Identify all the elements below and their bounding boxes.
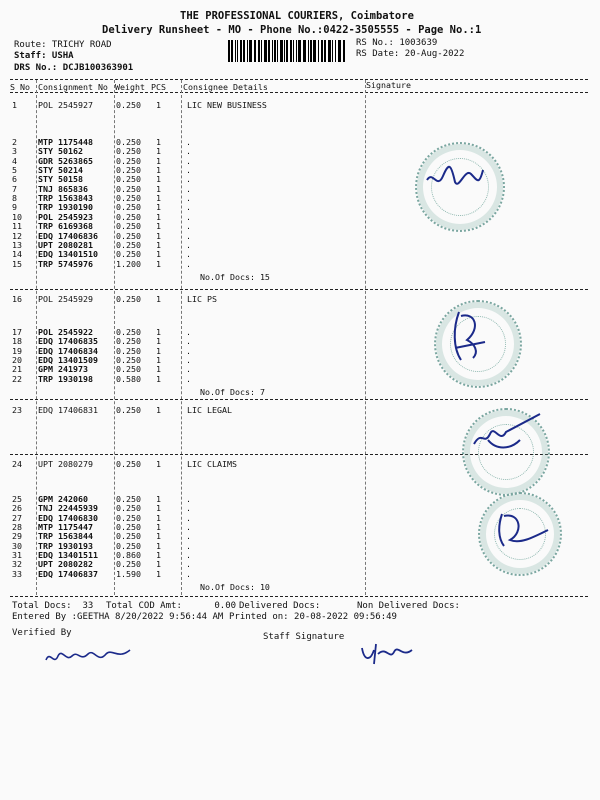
cell-pcs: 1 — [156, 230, 161, 241]
cell-sno: 11 — [12, 221, 22, 232]
cell-sno: 13 — [12, 239, 22, 250]
consignee-name: LIC NEW BUSINESS — [187, 100, 267, 110]
cell-sno: 18 — [12, 336, 22, 347]
barcode-bar — [264, 40, 267, 62]
cell-pcs: 1 — [156, 355, 161, 366]
cell-sno: 22 — [12, 373, 22, 384]
cell-weight: 0.250 — [116, 155, 141, 166]
cell-pcs: 1 — [156, 405, 161, 415]
cell-consignment-no: TRP 6169368 — [38, 221, 93, 232]
cell-pcs: 1 — [156, 345, 161, 356]
cell-consignment-no: STY 50162 — [38, 146, 83, 157]
cell-sno: 2 — [12, 137, 17, 147]
cell-weight: 0.250 — [116, 239, 141, 250]
cell-weight: 0.250 — [116, 193, 141, 204]
cell-sno: 25 — [12, 494, 22, 504]
detail-dot: . — [186, 494, 191, 504]
cell-weight: 0.250 — [116, 230, 141, 241]
barcode-bar — [310, 40, 312, 62]
cell-weight: 0.250 — [116, 503, 141, 514]
cell-weight: 0.250 — [116, 202, 141, 213]
col-consignment: Consignment No — [38, 82, 108, 92]
cell-weight: 0.250 — [116, 249, 141, 260]
barcode-bar — [335, 40, 336, 62]
cell-sno: 15 — [12, 258, 22, 269]
barcode-bar — [280, 40, 283, 62]
barcode-bar — [286, 40, 288, 62]
cell-sno: 3 — [12, 146, 17, 157]
barcode-bar — [324, 40, 326, 62]
cell-weight: 0.250 — [116, 211, 141, 222]
cell-pcs: 1 — [156, 211, 161, 222]
table-row — [0, 294, 600, 304]
barcode-bar — [343, 40, 345, 62]
cell-consignment-no: TRP 5745976 — [38, 258, 93, 269]
cell-consignment-no: GDR 5263865 — [38, 155, 93, 166]
cell-consignment-no: TNJ 22445939 — [38, 503, 98, 514]
barcode-bar — [313, 40, 316, 62]
cell-sno: 9 — [12, 202, 17, 213]
barcode-bar — [249, 40, 252, 62]
detail-dot: . — [186, 568, 191, 579]
rs-number: RS No.: 1003639 — [356, 38, 438, 48]
cell-weight: 0.250 — [116, 512, 141, 523]
cell-pcs: 1 — [156, 183, 161, 194]
staff-signature — [360, 640, 416, 666]
cell-weight: 0.250 — [116, 174, 141, 185]
cell-pcs: 1 — [156, 512, 161, 523]
detail-dot: . — [186, 522, 191, 533]
barcode-bar — [308, 40, 309, 62]
detail-dot: . — [186, 503, 191, 514]
cell-consignment-no: UPT 2080282 — [38, 559, 93, 570]
barcode-image — [228, 40, 346, 62]
col-consignee-details: Consignee Details — [183, 82, 268, 92]
cell-weight: 0.250 — [116, 522, 141, 533]
cell-consignment-no: UPT 2080281 — [38, 239, 93, 250]
signature-4 — [492, 508, 552, 552]
detail-dot: . — [186, 202, 191, 213]
detail-dot: . — [186, 174, 191, 185]
cell-weight: 0.250 — [116, 494, 141, 504]
barcode-bar — [231, 40, 233, 62]
cell-weight: 0.250 — [116, 327, 141, 337]
barcode-bar — [277, 40, 278, 62]
cell-consignment-no: EDQ 17406830 — [38, 512, 98, 523]
cell-weight: 0.250 — [116, 146, 141, 157]
detail-dot: . — [186, 373, 191, 384]
barcode-bar — [258, 40, 260, 62]
cell-sno: 29 — [12, 531, 22, 542]
barcode-bar — [296, 40, 297, 62]
cell-sno: 20 — [12, 355, 22, 366]
cell-pcs: 1 — [156, 327, 161, 337]
cell-weight: 0.250 — [116, 345, 141, 356]
cell-consignment-no: POL 2545923 — [38, 211, 93, 222]
cell-weight: 0.250 — [116, 165, 141, 176]
barcode-bar — [261, 40, 262, 62]
cell-weight: 0.250 — [116, 221, 141, 232]
detail-dot: . — [186, 258, 191, 269]
cell-sno: 17 — [12, 327, 22, 337]
cell-pcs: 1 — [156, 249, 161, 260]
barcode-bar — [268, 40, 270, 62]
barcode-bar — [235, 40, 236, 62]
col-weight: Weight — [115, 82, 145, 92]
detail-dot: . — [186, 183, 191, 194]
detail-dot: . — [186, 155, 191, 166]
barcode-bar — [293, 40, 294, 62]
cell-consignment-no: GPM 242060 — [38, 494, 88, 504]
cell-sno: 23 — [12, 405, 22, 415]
staff-signature-label: Staff Signature — [263, 632, 345, 642]
rs-date: RS Date: 20-Aug-2022 — [356, 49, 465, 59]
non-delivered-docs: Non Delivered Docs: — [357, 601, 460, 611]
barcode-bar — [228, 40, 230, 62]
detail-dot: . — [186, 531, 191, 542]
barcode-bar — [321, 40, 323, 62]
detail-dot: . — [186, 221, 191, 232]
cell-consignment-no: TNJ 865836 — [38, 183, 88, 194]
cell-sno: 28 — [12, 522, 22, 533]
table-row — [0, 100, 600, 110]
cell-consignment-no: TRP 1563843 — [38, 193, 93, 204]
cell-pcs: 1 — [156, 568, 161, 579]
cell-sno: 7 — [12, 183, 17, 194]
detail-dot: . — [186, 137, 191, 147]
detail-dot: . — [186, 336, 191, 347]
detail-dot: . — [186, 540, 191, 551]
detail-dot: . — [186, 559, 191, 570]
drs-number: DRS No.: DCJB100363901 — [14, 63, 134, 73]
cell-pcs: 1 — [156, 202, 161, 213]
detail-dot: . — [186, 211, 191, 222]
cell-consignment-no: MTP 1175447 — [38, 522, 93, 533]
cell-sno: 10 — [12, 211, 22, 222]
cell-consignment-no: STY 50158 — [38, 174, 83, 185]
detail-dot: . — [186, 146, 191, 157]
cell-weight: 0.250 — [116, 459, 141, 469]
cell-weight: 0.250 — [116, 336, 141, 347]
cell-pcs: 1 — [156, 258, 161, 269]
cell-consignment-no: STY 50214 — [38, 165, 83, 176]
route-label: Route: TRICHY ROAD — [14, 40, 112, 50]
cell-sno: 32 — [12, 559, 22, 570]
detail-dot: . — [186, 193, 191, 204]
cell-sno: 8 — [12, 193, 17, 204]
cell-consignment-no: POL 2545927 — [38, 100, 93, 110]
cell-weight: 0.860 — [116, 550, 141, 561]
total-docs: Total Docs: 33 — [12, 601, 94, 611]
cell-pcs: 1 — [156, 503, 161, 514]
cell-pcs: 1 — [156, 174, 161, 185]
cell-consignment-no: POL 2545922 — [38, 327, 93, 337]
cell-consignment-no: EDQ 17406836 — [38, 230, 98, 241]
cell-pcs: 1 — [156, 100, 161, 110]
consignee-name: LIC LEGAL — [187, 405, 232, 415]
cell-sno: 4 — [12, 155, 17, 166]
cell-consignment-no: EDQ 13401509 — [38, 355, 98, 366]
cell-sno: 21 — [12, 364, 22, 375]
total-cod-amount: Total COD Amt: 0.00 — [106, 601, 237, 611]
cell-pcs: 1 — [156, 364, 161, 375]
cell-sno: 14 — [12, 249, 22, 260]
barcode-bar — [243, 40, 245, 62]
cell-weight: 0.250 — [116, 559, 141, 570]
barcode-bar — [290, 40, 292, 62]
cell-weight: 0.250 — [116, 137, 141, 147]
consignee-name: LIC CLAIMS — [187, 459, 237, 469]
cell-pcs: 1 — [156, 294, 161, 304]
cell-pcs: 1 — [156, 494, 161, 504]
cell-pcs: 1 — [156, 336, 161, 347]
cell-pcs: 1 — [156, 540, 161, 551]
detail-dot: . — [186, 327, 191, 337]
cell-weight: 0.250 — [116, 355, 141, 366]
cell-consignment-no: POL 2545929 — [38, 294, 93, 304]
staff-label: Staff: USHA — [14, 51, 74, 61]
cell-weight: 0.250 — [116, 405, 141, 415]
docs-count: No.Of Docs: 10 — [200, 582, 270, 592]
cell-consignment-no: EDQ 17406831 — [38, 405, 98, 415]
runsheet-title: Delivery Runsheet - MO - Phone No.:0422-3505555 - Page No.:1 — [102, 24, 482, 36]
cell-pcs: 1 — [156, 146, 161, 157]
cell-weight: 0.250 — [116, 531, 141, 542]
cell-pcs: 1 — [156, 373, 161, 384]
detail-dot: . — [186, 345, 191, 356]
cell-sno: 19 — [12, 345, 22, 356]
printed-on: Printed on: 20-08-2022 09:56:49 — [229, 612, 397, 622]
barcode-bar — [274, 40, 276, 62]
detail-dot: . — [186, 364, 191, 375]
cell-sno: 33 — [12, 568, 22, 579]
cell-weight: 1.590 — [116, 568, 141, 579]
barcode-bar — [237, 40, 238, 62]
detail-dot: . — [186, 355, 191, 366]
cell-pcs: 1 — [156, 459, 161, 469]
cell-consignment-no: EDQ 17406835 — [38, 336, 98, 347]
cell-sno: 30 — [12, 540, 22, 551]
cell-consignment-no: TRP 1930193 — [38, 540, 93, 551]
cell-sno: 24 — [12, 459, 22, 469]
cell-pcs: 1 — [156, 165, 161, 176]
cell-consignment-no: TRP 1930198 — [38, 373, 93, 384]
docs-count: No.Of Docs: 7 — [200, 387, 265, 397]
cell-pcs: 1 — [156, 193, 161, 204]
barcode-bar — [240, 40, 242, 62]
cell-weight: 0.250 — [116, 364, 141, 375]
cell-sno: 27 — [12, 512, 22, 523]
verified-by-label: Verified By — [12, 628, 72, 638]
cell-sno: 1 — [12, 100, 17, 110]
barcode-bar — [332, 40, 333, 62]
barcode-bar — [298, 40, 301, 62]
barcode-bar — [303, 40, 306, 62]
barcode-bar — [338, 40, 341, 62]
cell-weight: 0.580 — [116, 373, 141, 384]
barcode-bar — [254, 40, 256, 62]
barcode-bar — [247, 40, 248, 62]
cell-consignment-no: EDQ 17406834 — [38, 345, 98, 356]
cell-consignment-no: EDQ 13401511 — [38, 550, 98, 561]
signature-1 — [425, 160, 485, 200]
col-signature: Signature — [366, 80, 411, 90]
signature-2 — [445, 308, 495, 368]
cell-consignment-no: MTP 1175448 — [38, 137, 93, 147]
cell-sno: 26 — [12, 503, 22, 514]
entered-by: Entered By :GEETHA 8/20/2022 9:56:44 AM — [12, 612, 224, 622]
cell-sno: 31 — [12, 550, 22, 561]
col-sno: S No — [10, 82, 30, 92]
cell-consignment-no: GPM 241973 — [38, 364, 88, 375]
cell-pcs: 1 — [156, 559, 161, 570]
cell-weight: 0.250 — [116, 294, 141, 304]
barcode-bar — [272, 40, 273, 62]
detail-dot: . — [186, 512, 191, 523]
barcode-bar — [318, 40, 319, 62]
company-name: THE PROFESSIONAL COURIERS, Coimbatore — [180, 10, 414, 22]
cell-consignment-no: EDQ 13401510 — [38, 249, 98, 260]
detail-dot: . — [186, 165, 191, 176]
cell-pcs: 1 — [156, 239, 161, 250]
cell-sno: 5 — [12, 165, 17, 176]
cell-sno: 6 — [12, 174, 17, 185]
detail-dot: . — [186, 249, 191, 260]
verified-by-signature — [44, 644, 134, 668]
table-row — [0, 374, 600, 384]
barcode-bar — [328, 40, 331, 62]
cell-weight: 0.250 — [116, 540, 141, 551]
cell-consignment-no: UPT 2080279 — [38, 459, 93, 469]
col-pcs: PCS — [151, 82, 166, 92]
delivered-docs: Delivered Docs: — [239, 601, 321, 611]
detail-dot: . — [186, 230, 191, 241]
cell-pcs: 1 — [156, 155, 161, 166]
cell-sno: 12 — [12, 230, 22, 241]
cell-pcs: 1 — [156, 522, 161, 533]
barcode-bar — [284, 40, 285, 62]
cell-pcs: 1 — [156, 221, 161, 232]
table-row — [0, 259, 600, 269]
docs-count: No.Of Docs: 15 — [200, 272, 270, 282]
cell-sno: 16 — [12, 294, 22, 304]
detail-dot: . — [186, 239, 191, 250]
cell-weight: 0.250 — [116, 183, 141, 194]
cell-consignment-no: TRP 1930190 — [38, 202, 93, 213]
signature-3 — [470, 410, 544, 454]
cell-weight: 1.200 — [116, 258, 141, 269]
cell-pcs: 1 — [156, 531, 161, 542]
cell-consignment-no: EDQ 17406837 — [38, 568, 98, 579]
detail-dot: . — [186, 550, 191, 561]
cell-weight: 0.250 — [116, 100, 141, 110]
cell-pcs: 1 — [156, 137, 161, 147]
cell-pcs: 1 — [156, 550, 161, 561]
cell-consignment-no: TRP 1563844 — [38, 531, 93, 542]
consignee-name: LIC PS — [187, 294, 217, 304]
